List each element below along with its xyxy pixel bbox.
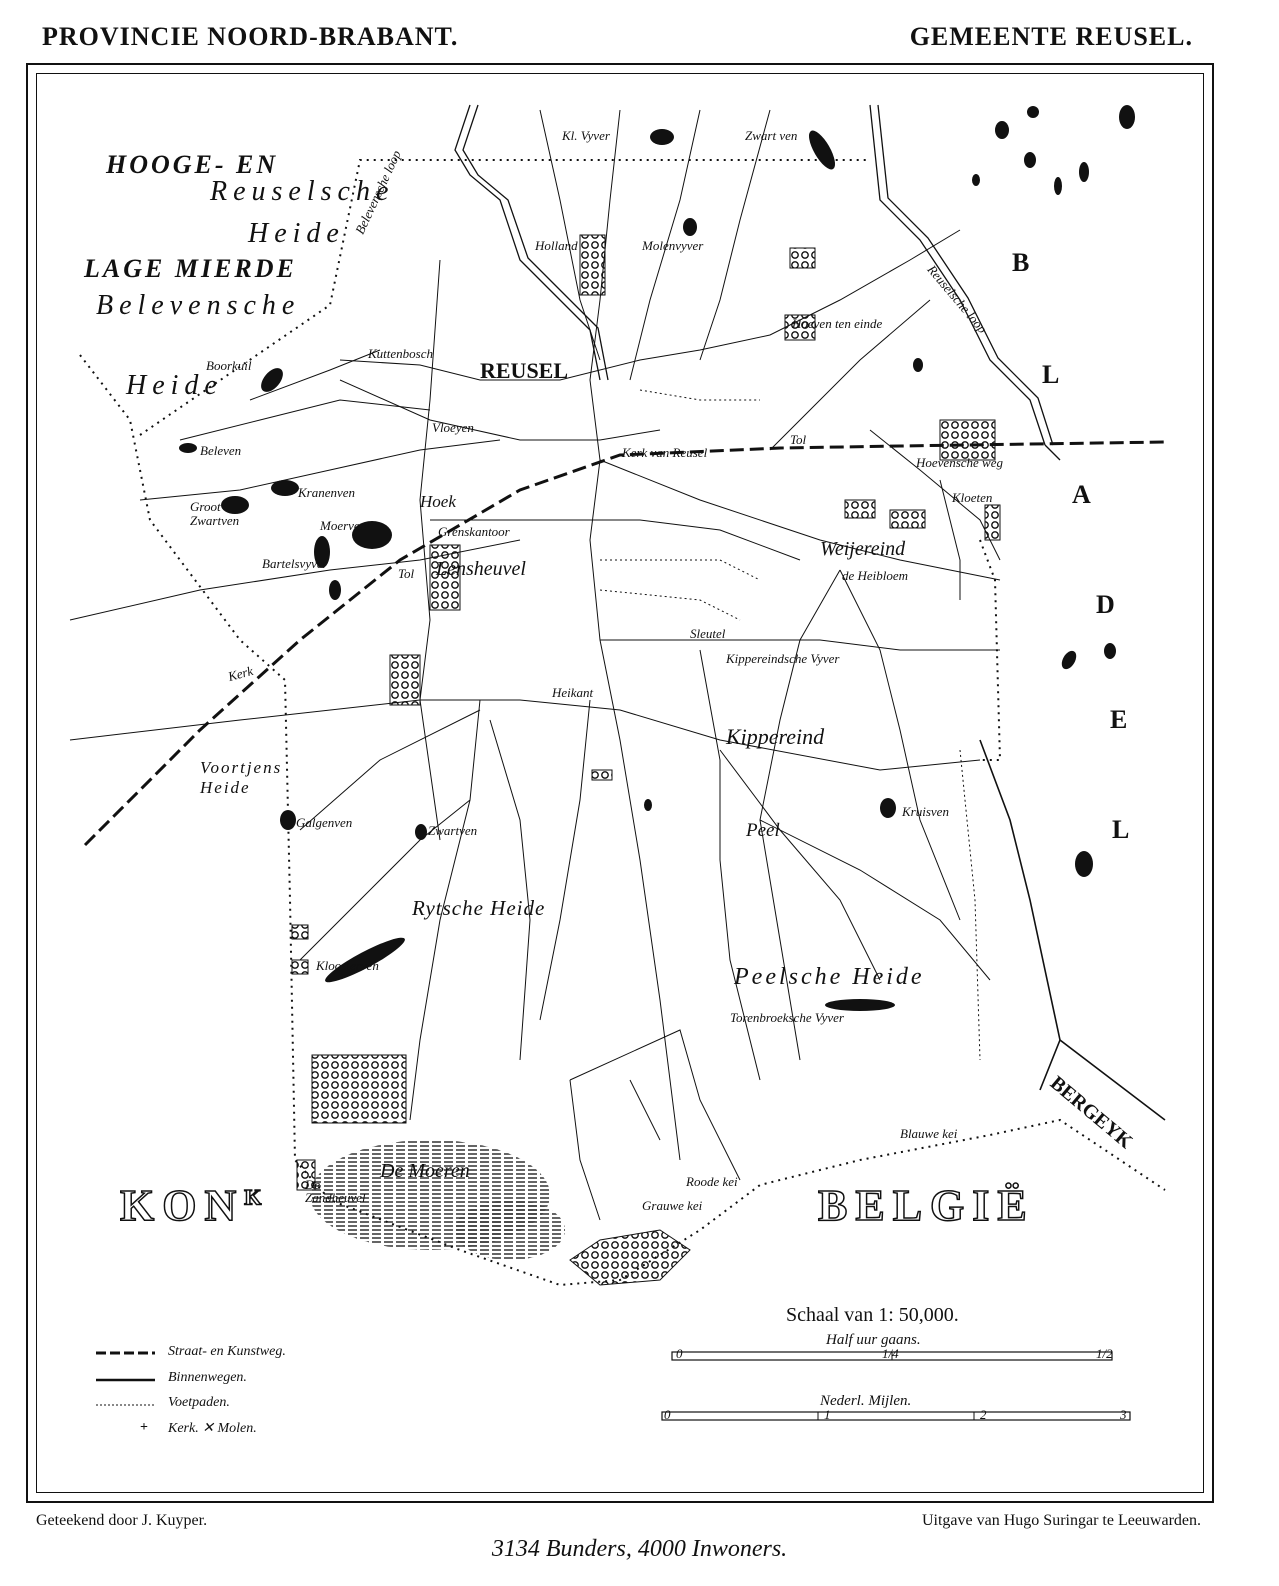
label-heide-2: Heide	[126, 370, 223, 401]
label-bladel-b: B	[1012, 248, 1030, 277]
label-lensheuvel: Lensheuvel	[436, 558, 526, 580]
label-kon	[120, 1180, 269, 1231]
woods	[292, 235, 1000, 1285]
label-reusel: REUSEL	[480, 358, 569, 383]
label-kuttenbosch: Kuttenbosch	[368, 346, 433, 361]
label-bergeyk: BERGEYK	[1045, 1072, 1137, 1154]
header-municipality: GEMEENTE REUSEL.	[909, 22, 1193, 51]
label-kon-sup: K	[244, 1184, 270, 1210]
label-bladel-l: L	[1042, 360, 1060, 389]
label-blauwe-kei: Blauwe kei	[900, 1126, 958, 1141]
label-holland: Holland	[535, 238, 578, 253]
label-lage-mierde: LAGE MIERDE	[84, 254, 297, 283]
label-de-heibloem: de Heibloem	[842, 568, 909, 583]
label-groot-zwartven: Groot Zwartven	[190, 499, 240, 528]
label-vloeyen: Vloeyen	[432, 420, 474, 435]
label-tol-1: Tol	[790, 432, 807, 447]
scale-bar2-tick-0: 0	[664, 1407, 671, 1422]
label-hooge-en: HOOGE- EN	[106, 150, 279, 179]
footer-drawn-by: Geteekend door J. Kuyper.	[36, 1512, 208, 1529]
scale-bar1-label: Half uur gaans.	[826, 1332, 921, 1348]
label-peel: Peel	[746, 820, 780, 841]
label-galgenven: Galgenven	[296, 815, 353, 830]
label-bladel-d: D	[1096, 590, 1115, 619]
label-zwart-ven: Zwart ven	[745, 128, 798, 143]
legend-samples	[96, 1353, 155, 1405]
label-de-zandheuvel: De Zandheuvel	[305, 1177, 366, 1205]
label-grauwe-kei: Grauwe kei	[642, 1198, 703, 1213]
bladel-boundary	[980, 740, 1165, 1120]
label-sleutel: Sleutel	[690, 626, 726, 641]
scale-bar1-tick-1: 1/4	[882, 1346, 899, 1361]
label-belevensche-loop: Belevensche loop	[352, 147, 404, 237]
footer-publisher: Uitgave van Hugo Suringar te Leeuwarden.	[921, 1512, 1201, 1529]
label-hoevensche-weg: Hoevensche weg	[916, 455, 1003, 470]
label-roode-kei: Roode kei	[686, 1174, 738, 1189]
label-kloeten: Kloeten	[952, 490, 993, 505]
label-bladel-l2: L	[1112, 815, 1130, 844]
label-kerk-van-reusel: Kerk van Reusel	[622, 445, 708, 460]
label-kerk: Kerk	[226, 663, 255, 685]
scale-bar1-tick-2: 1/2	[1096, 1346, 1113, 1361]
label-hoek: Hoek	[420, 492, 456, 511]
label-tol-2: Tol	[398, 566, 415, 581]
legend-item-kerk-molen: Kerk. ✕ Molen.	[168, 1421, 257, 1436]
footer-stats: 3134 Bunders, 4000 Inwoners.	[491, 1536, 788, 1562]
label-hoeven-ten-einde: Hoeven ten einde	[792, 316, 883, 331]
label-weijereind: Weijereind	[820, 538, 906, 560]
scale-bar2-tick-2: 2	[980, 1407, 987, 1422]
label-torenbroeksche-vyver: Torenbroeksche Vyver	[730, 1010, 844, 1025]
legend-item-binnenwegen: Binnenwegen.	[168, 1370, 247, 1385]
label-kranenven: Kranenven	[298, 485, 356, 500]
label-kl-vyver: Kl. Vyver	[562, 128, 610, 143]
label-reuselsche-loop: Reuselsche loop	[924, 262, 991, 337]
label-belgie: BELGIË	[818, 1181, 1035, 1230]
label-bladel-a: A	[1072, 480, 1091, 509]
scale-bar1-tick-0: 0	[676, 1346, 683, 1361]
legend-item-straat-kunstweg: Straat- en Kunstweg.	[168, 1344, 286, 1359]
legend-item-voetpaden: Voetpaden.	[168, 1395, 230, 1410]
streams	[455, 105, 1060, 460]
label-zwartven: Zwartven	[428, 823, 478, 838]
header-province: PROVINCIE NOORD-BRABANT.	[42, 22, 459, 51]
label-peelsche-heide: Peelsche Heide	[734, 964, 925, 990]
label-heikant: Heikant	[552, 685, 594, 700]
label-kon-text: KON	[120, 1181, 245, 1230]
scale-bar2-tick-3: 3	[1120, 1407, 1127, 1422]
municipal-boundary	[80, 160, 1165, 1285]
label-reuselsche: Reuselsche	[210, 176, 395, 207]
scale-title: Schaal van 1: 50,000.	[786, 1304, 959, 1326]
scale-bar2-label: Nederl. Mijlen.	[820, 1393, 912, 1409]
label-moerven: Moerven	[320, 518, 367, 533]
label-rytsche-heide: Rytsche Heide	[412, 896, 546, 920]
label-kippereind: Kippereind	[726, 724, 825, 749]
label-bartelsvyver: Bartelsvyver	[262, 556, 328, 571]
label-belevensche: Belevensche	[96, 290, 301, 321]
label-kruisven: Kruisven	[902, 804, 949, 819]
label-kloosterven: Kloosterven	[316, 958, 379, 973]
label-bladel-e: E	[1110, 705, 1128, 734]
legend-kerk-symbol: +	[140, 1420, 148, 1435]
label-boorkuil: Boorkuil	[206, 358, 252, 373]
label-kippereindsche-vyver: Kippereindsche Vyver	[726, 651, 840, 666]
label-voortjens-heide: Voortjens Heide	[200, 758, 283, 797]
label-beleven: Beleven	[200, 443, 242, 458]
label-de-moeren: De Moeren	[380, 1160, 470, 1182]
scale-bar2-tick-1: 1	[824, 1407, 831, 1422]
label-heide-1: Heide	[248, 218, 345, 249]
label-grenskantoor: Grenskantoor	[438, 524, 510, 539]
label-molenvyver: Molenvyver	[642, 238, 704, 253]
